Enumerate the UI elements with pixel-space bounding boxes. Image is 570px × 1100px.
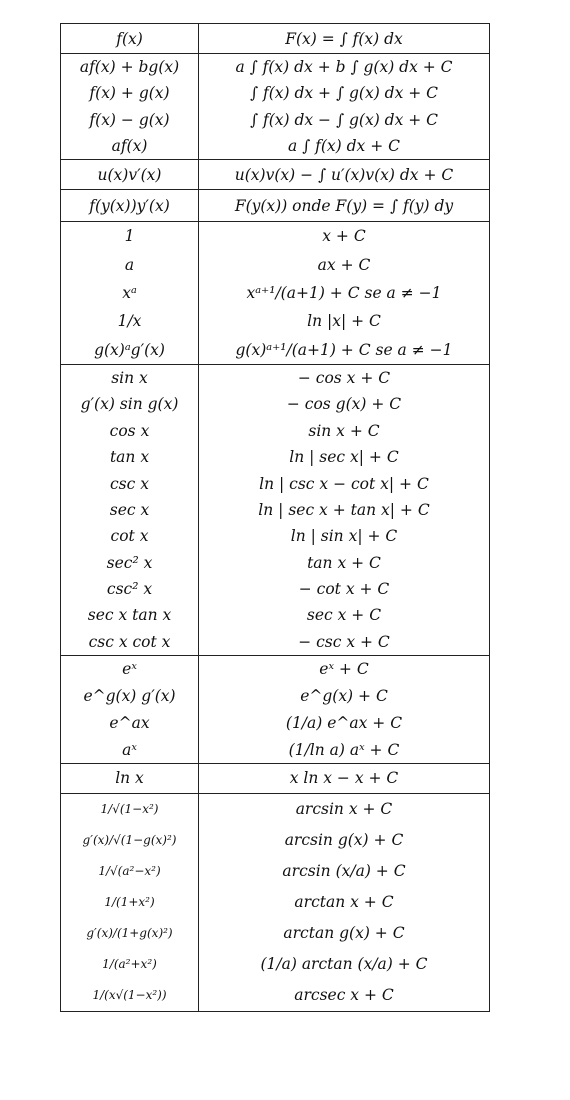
antiderivative-entry: g(x)ᵃ⁺¹/(a+1) + C se a ≠ −1 — [235, 340, 453, 359]
function-entry: 1/√(1−x²) — [100, 802, 159, 817]
group-row — [61, 54, 490, 160]
antiderivative-entry: tan x + C — [307, 553, 381, 572]
group-row — [61, 190, 490, 222]
function-cell — [61, 793, 199, 1011]
antiderivative-entry: ln | sec x| + C — [289, 448, 399, 467]
group-row — [61, 793, 490, 1011]
antiderivative-entry: arcsin g(x) + C — [284, 831, 404, 850]
group-row — [61, 763, 490, 793]
group-row — [61, 364, 490, 655]
function-entry: aˣ — [122, 740, 137, 759]
function-entry: csc x cot x — [88, 632, 171, 651]
function-entry: f(x) − g(x) — [89, 110, 170, 129]
header-antiderivative: F(x) = ∫ f(x) dx — [199, 24, 490, 54]
function-entry: f(x) + g(x) — [89, 84, 170, 103]
antiderivative-entry: xᵃ⁺¹/(a+1) + C se a ≠ −1 — [246, 283, 442, 302]
antiderivative-cell — [199, 160, 490, 190]
function-entry: 1/(1+x²) — [104, 895, 155, 910]
function-entry: cos x — [109, 421, 150, 440]
antiderivative-entry: sin x + C — [308, 421, 380, 440]
antiderivative-entry: eˣ + C — [319, 660, 369, 679]
group-row — [61, 222, 490, 365]
function-cell — [61, 54, 199, 160]
antiderivative-entry: arctan x + C — [294, 893, 394, 912]
antiderivative-entry: arcsin x + C — [295, 800, 393, 819]
antiderivative-entry: − cos x + C — [297, 369, 391, 388]
function-cell — [61, 190, 199, 222]
function-entry: e^g(x) g′(x) — [83, 687, 176, 706]
function-entry: g′(x)/(1+g(x)²) — [86, 926, 173, 941]
function-cell — [61, 655, 199, 763]
antiderivative-cell — [199, 54, 490, 160]
function-entry: 1 — [124, 227, 135, 246]
antiderivative-entry: x ln x − x + C — [289, 769, 399, 788]
antiderivative-entry: a ∫ f(x) dx + b ∫ g(x) dx + C — [235, 58, 453, 77]
antiderivative-entry: ∫ f(x) dx − ∫ g(x) dx + C — [249, 110, 439, 129]
antiderivative-cell — [199, 763, 490, 793]
function-cell — [61, 222, 199, 365]
antiderivative-cell — [199, 364, 490, 655]
function-entry: af(x) — [111, 136, 148, 155]
function-entry: u(x)v′(x) — [97, 165, 162, 184]
function-entry: a — [124, 255, 135, 274]
antiderivative-entry: arcsin (x/a) + C — [282, 862, 406, 881]
antiderivative-entry: ∫ f(x) dx + ∫ g(x) dx + C — [249, 84, 439, 103]
function-entry: f(y(x))y′(x) — [89, 196, 170, 215]
function-entry: g(x)ᵃg′(x) — [94, 340, 165, 359]
function-cell — [61, 763, 199, 793]
antiderivative-entry: ln | csc x − cot x| + C — [259, 474, 429, 493]
function-entry: tan x — [109, 448, 150, 467]
antiderivative-entry: − cos g(x) + C — [286, 395, 402, 414]
function-cell — [61, 364, 199, 655]
antiderivative-entry: (1/ln a) aˣ + C — [288, 740, 400, 759]
function-entry: 1/(a²+x²) — [102, 957, 157, 972]
antiderivative-entry: arcsec x + C — [294, 986, 394, 1005]
antiderivative-entry: ln |x| + C — [307, 312, 381, 331]
function-entry: cot x — [110, 527, 149, 546]
antiderivative-entry: (1/a) arctan (x/a) + C — [260, 955, 428, 974]
group-row — [61, 655, 490, 763]
function-entry: csc² x — [106, 580, 153, 598]
antiderivative-entry: ax + C — [317, 255, 371, 274]
antiderivative-entry: a ∫ f(x) dx + C — [287, 136, 401, 155]
function-entry: sin x — [111, 369, 148, 388]
antiderivative-cell — [199, 190, 490, 222]
antiderivative-entry: − cot x + C — [298, 580, 390, 598]
antiderivative-entry: − csc x + C — [298, 632, 390, 651]
antiderivative-entry: arctan g(x) + C — [283, 924, 405, 943]
antiderivative-entry: ln | sin x| + C — [290, 527, 398, 546]
antiderivative-cell — [199, 793, 490, 1011]
function-entry: sec x — [109, 500, 150, 519]
function-entry: 1/x — [117, 312, 142, 331]
antiderivative-entry: x + C — [322, 227, 366, 246]
function-entry: ln x — [115, 769, 144, 788]
function-entry: sec² x — [106, 553, 153, 572]
antiderivative-cell — [199, 222, 490, 365]
function-entry: af(x) + bg(x) — [79, 58, 180, 77]
antiderivative-entry: ln | sec x + tan x| + C — [258, 500, 430, 519]
group-row — [61, 160, 490, 190]
function-entry: xᵃ — [122, 283, 137, 302]
function-entry: sec x tan x — [87, 606, 172, 625]
function-entry: g′(x)/√(1−g(x)²) — [82, 833, 177, 848]
antiderivative-entry: F(y(x)) onde F(y) = ∫ f(y) dy — [234, 196, 454, 215]
function-entry: e^ax — [109, 713, 150, 732]
function-entry: 1/√(a²−x²) — [98, 864, 161, 879]
function-entry: csc x — [110, 474, 149, 493]
header-function: f(x) — [61, 24, 199, 54]
antiderivative-entry: sec x + C — [306, 606, 382, 625]
integral-table — [60, 23, 490, 1012]
function-entry: g′(x) sin g(x) — [80, 395, 179, 414]
antiderivative-entry: (1/a) e^ax + C — [285, 713, 403, 732]
function-entry: 1/(x√(1−x²)) — [92, 988, 167, 1003]
antiderivative-entry: u(x)v(x) − ∫ u′(x)v(x) dx + C — [234, 165, 454, 184]
antiderivative-entry: e^g(x) + C — [300, 687, 388, 706]
antiderivative-cell — [199, 655, 490, 763]
function-entry: eˣ — [122, 660, 137, 679]
header-row — [61, 24, 490, 54]
function-cell — [61, 160, 199, 190]
